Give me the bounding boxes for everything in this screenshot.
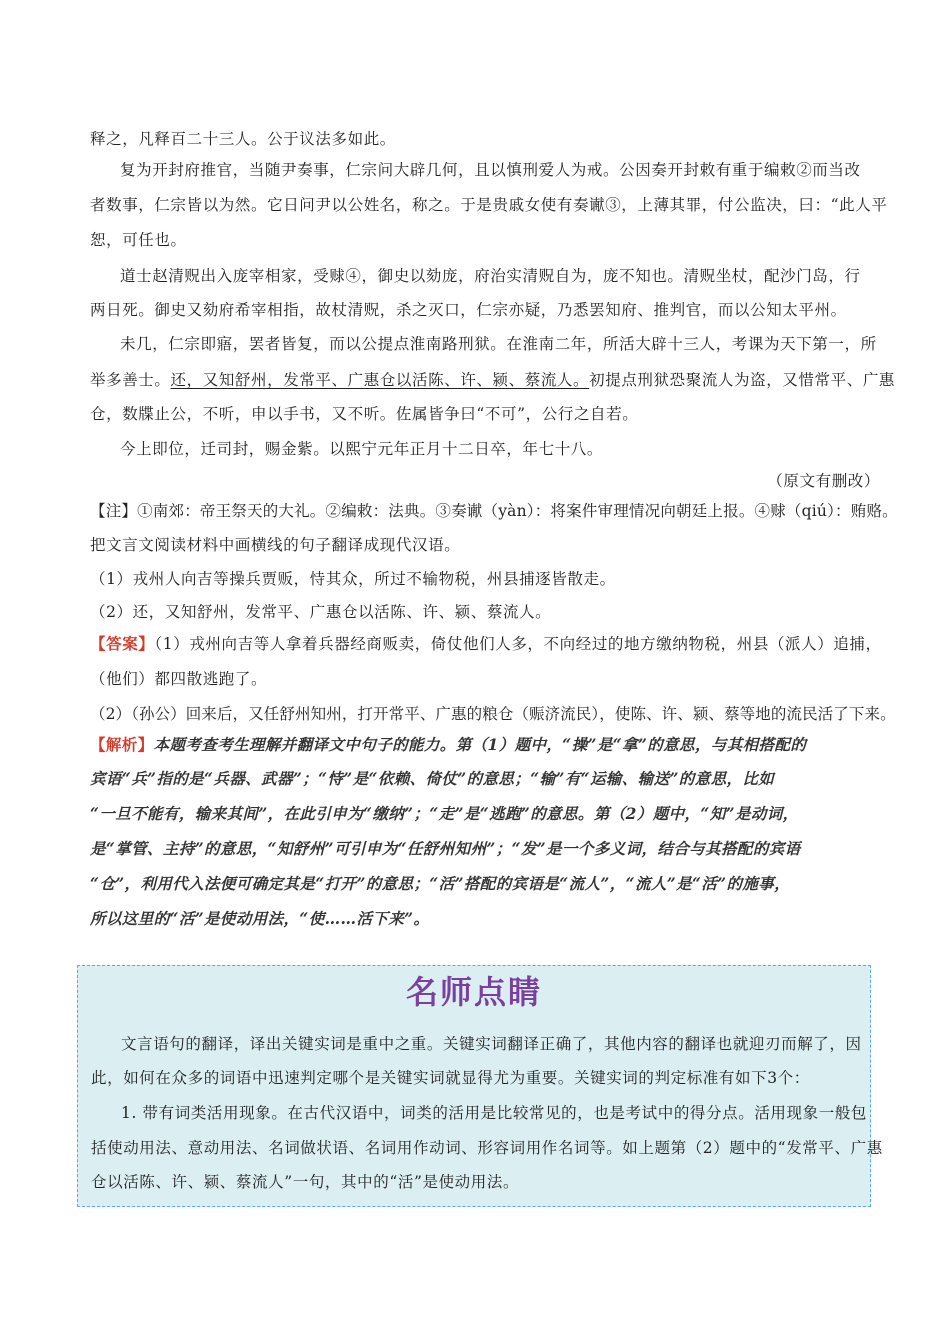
passage-line: 者数事，仁宗皆以为然。它日问尹以公姓名，称之。于是贵戚女使有奏谳③，上薄其罪，付公监决，曰：“此人平 — [90, 196, 888, 214]
passage-line: 今上即位，迁司封，赐金紫。以熙宁元年正月十二日卒，年七十八。 — [120, 440, 604, 458]
tip-box-line: 括使动用法、意动用法、名词做状语、名词用作动词、形容词用作名词等。如上题第（2）题中的“发常平、广惠 — [91, 1139, 883, 1157]
tip-box-line: 文言语句的翻译，译出关键实词是重中之重。关键实词翻译正确了，其他内容的翻译也就迎刃而解了，因 — [121, 1035, 862, 1053]
answer-2: （2）（孙公）回来后，又任舒州知州，打开常平、广惠的粮仓（赈济流民），使陈、许、颍、蔡等地的流民活了下来。 — [90, 705, 896, 723]
answer-1-text: （1）戎州向吉等人拿着兵器经商贩卖，倚仗他们人多，不向经过的地方缴纳物税，州县（派人）追捕， — [154, 635, 882, 653]
answer-line — [90, 633, 880, 655]
passage-line: 恕，可任也。 — [90, 231, 187, 249]
analysis-line: 是“掌管、主持”的意思，“知舒州”可引申为“任舒州知州”；“发”是一个多义词，结合与其搭配的宾语 — [90, 839, 801, 858]
passage-line: 道士赵清贶出入庞宰相家，受赇④，御史以劾庞，府治实清贶自为，庞不知也。清贶坐杖，配沙门岛，行 — [120, 267, 861, 285]
analysis-label: 【解析】 — [90, 735, 154, 754]
underlined-sentence: 还，又知舒州，发常平、广惠仓以活陈、许、颍、蔡流人。 — [170, 371, 590, 389]
passage-line: 仓，数牒止公，不听，申以手书，又不听。佐属皆争曰“不可”，公行之自若。 — [90, 405, 639, 423]
question-1: （1）戎州人向吉等操兵贾贩，恃其众，所过不输物税，州县捕逐皆散走。 — [90, 570, 616, 588]
tip-box-line: 仓以活陈、许、颍、蔡流人”一句，其中的“活”是使动用法。 — [91, 1173, 520, 1191]
tip-box-title: 名师点睛 — [405, 973, 542, 1011]
passage-text: 举多善士。 — [90, 371, 171, 389]
tip-box-line: 此，如何在众多的词语中迅速判定哪个是关键实词就显得尤为重要。关键实词的判定标准有如下3个： — [91, 1069, 810, 1087]
passage-line: 复为开封府推官，当随尹奏事，仁宗问大辟几何，且以慎刑爱人为戒。公因奏开封敕有重于编敕②而当改 — [120, 161, 861, 179]
analysis-text: 本题考查考生理解并翻译文中句子的能力。第（1）题中，“操”是“拿”的意思，与其相搭配的 — [153, 735, 807, 754]
tip-box — [77, 965, 883, 1207]
question-2: （2）还，又知舒州，发常平、广惠仓以活陈、许、颍、蔡流人。 — [90, 603, 552, 621]
passage-text: 初提点刑狱恐聚流人为盗，又惜常平、广惠 — [589, 371, 896, 389]
analysis-line — [90, 734, 880, 756]
passage-line-underlined — [90, 369, 896, 391]
answer-label: 【答案】 — [90, 634, 155, 653]
source-note: （原文有删改） — [767, 472, 880, 490]
passage-line: 未几，仁宗即寤，罢者皆复，而以公提点淮南路刑狱。在淮南二年，所活大辟十三人，考课为天下第一，所 — [120, 335, 877, 353]
tip-box-line: 1. 带有词类活用现象。在古代汉语中，词类的活用是比较常见的，也是考试中的得分点。活用现象一般包 — [121, 1104, 868, 1122]
analysis-line: “仓”，利用代入法便可确定其是“打开”的意思；“活”搭配的宾语是“流人”，“流人”是“活”的施事， — [90, 874, 791, 893]
annotation-notes: 【注】①南郊：帝王祭天的大礼。②编敕：法典。③奏谳（yàn）：将案件审理情况向朝廷上报。④赇（qiú）：贿赂。 — [90, 502, 898, 520]
analysis-line: 宾语“兵”指的是“兵器、武器”；“恃”是“依赖、倚仗”的意思；“输”有“运输、输送”的意思，比如 — [90, 769, 775, 788]
passage-line: 两日死。御史又劾府希宰相指，故杖清贶，杀之灭口，仁宗亦疑，乃悉罢知府、推判官，而以公知太平州。 — [90, 301, 847, 319]
analysis-line: 所以这里的“活”是使动用法，“使……活下来”。 — [90, 909, 430, 928]
question-prompt: 把文言文阅读材料中画横线的句子翻译成现代汉语。 — [90, 536, 461, 554]
answer-1-cont: （他们）都四散逃跑了。 — [90, 670, 268, 688]
analysis-line: “一旦不能有，输来其间”，在此引申为“缴纳”；“走”是“逃跑”的意思。第（2）题中，“知”是动词， — [90, 804, 799, 823]
passage-line: 释之，凡释百二十三人。公于议法多如此。 — [90, 130, 396, 148]
